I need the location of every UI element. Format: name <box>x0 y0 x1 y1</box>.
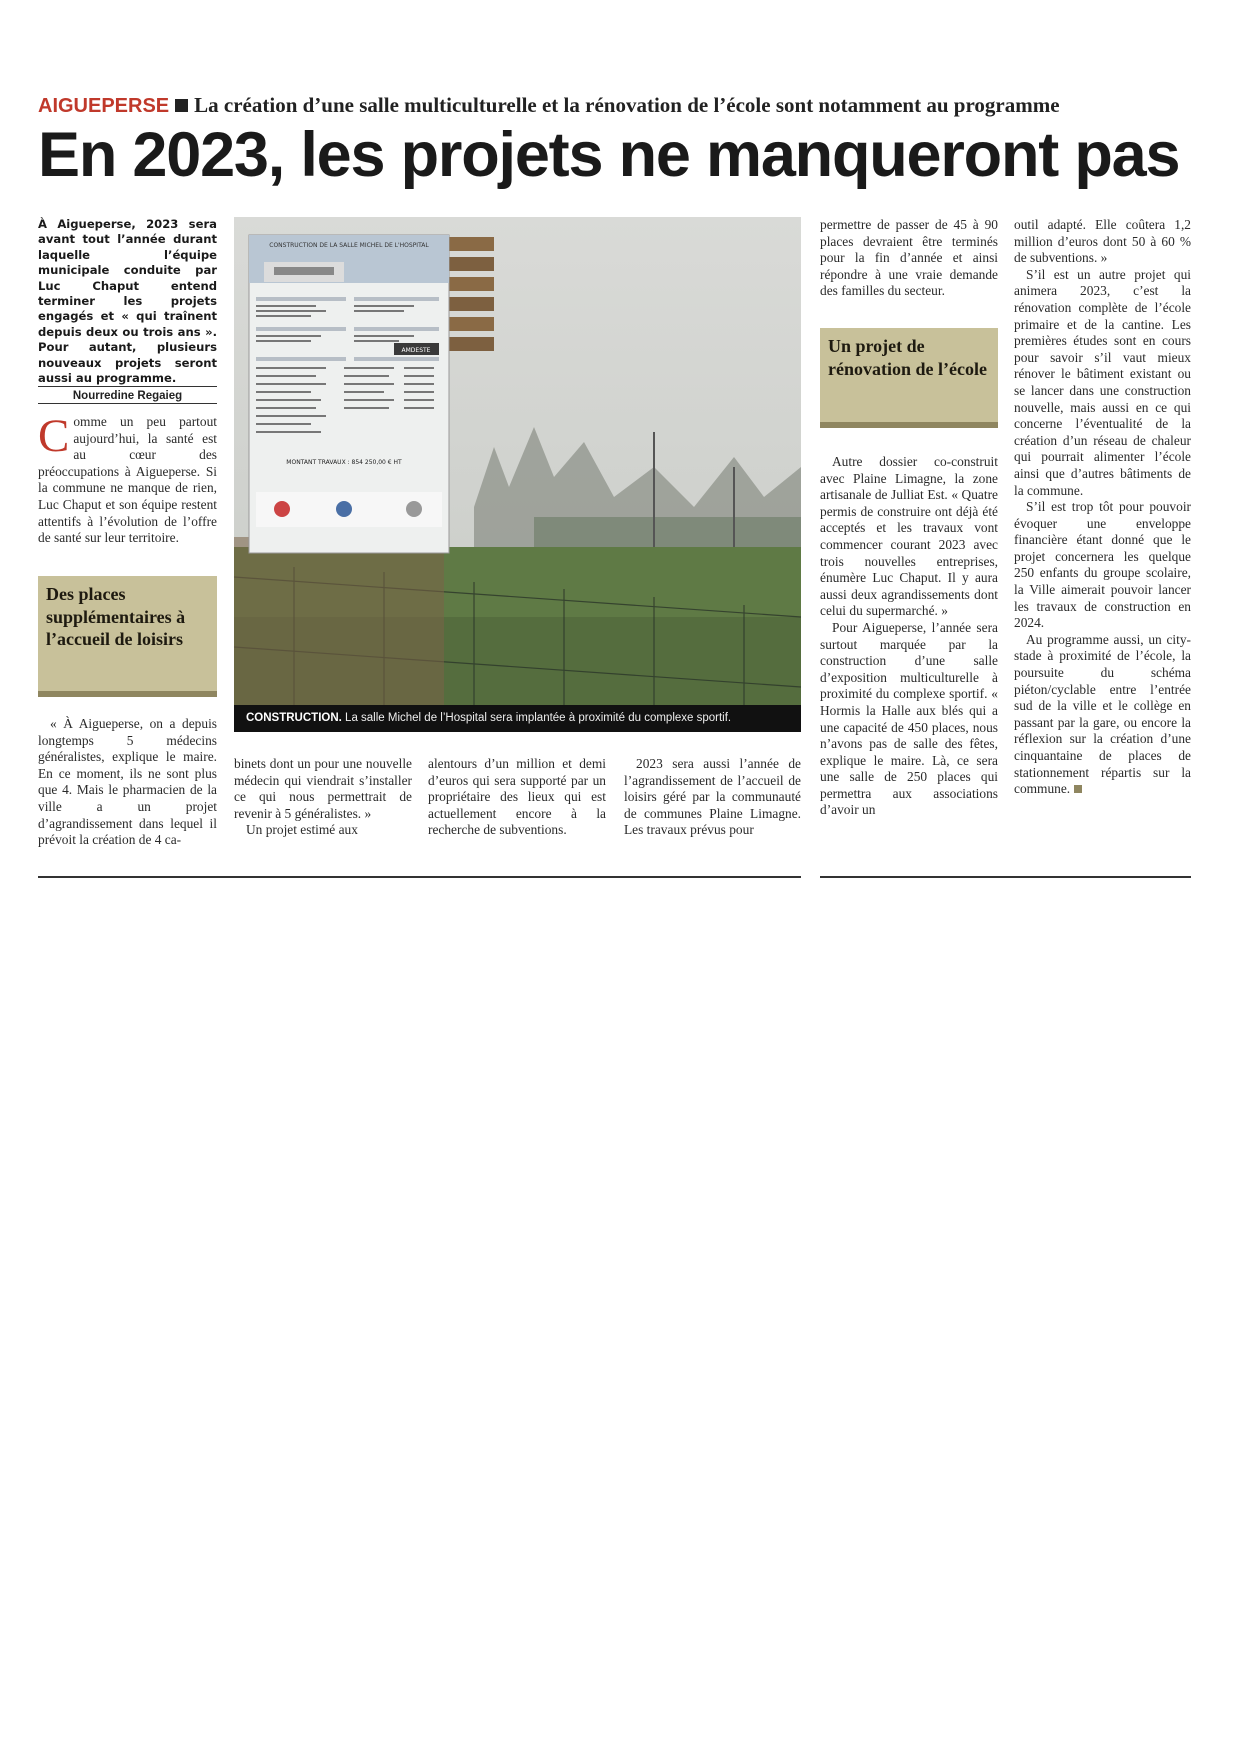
column-2-body <box>234 756 412 839</box>
column-4-top-body: permettre de passer de 45 à 90 places devraient être terminés pour la fin d’année et ainsi répondre à une vraie demande des familles du secteur. <box>820 217 998 299</box>
column-4-bottom-body: 2023 sera aussi l’année de l’agrandissement de l’accueil de loisirs géré par la communauté de communes Plaine Limagne. Les travaux prévus pour <box>624 756 801 838</box>
kicker-text: La création d’une salle multiculturelle et la rénovation de l’école sont notamment au programme <box>194 93 1060 117</box>
photo-illustration <box>234 217 801 732</box>
column-2-paragraph-1: binets dont un pour une nouvelle médecin qui viendrait s’installer ce qui nous permettrait de revenir à 5 généralistes. » <box>234 756 412 821</box>
author-byline: Nourredine Regaieg <box>38 386 217 404</box>
column-5-paragraph-3: S’il est trop tôt pour pouvoir évoquer une enveloppe financière étant donné que le projet concernera les quelque 250 enfants du groupe scolaire, la Ville aimerait pouvoir lancer les travaux de construction en 2024. <box>1014 499 1191 631</box>
end-square-icon <box>1074 785 1082 793</box>
caption-label: CONSTRUCTION. <box>246 712 342 724</box>
column-4-paragraph-3: Pour Aigueperse, l’année sera surtout marquée par la construction d’une salle d’exposition multiculturelle à proximité du complexe sportif. « Hormis la Halle aux blés qui a une capacité de 450 places, nous n’avons pas de salle des fêtes, explique le maire. Là, ce sera une salle de 250 places qui permettra aux associations d’avoir un <box>820 619 998 818</box>
kicker-line <box>38 92 1208 119</box>
subhead-box-bar <box>38 691 217 697</box>
column-5-paragraph-2: S’il est un autre projet qui animera 2023, c’est la rénovation complète de l’école primaire et de la cantine. Les premières études sont en cours pour savoir s’il vaut mieux rénover le bâtiment existant ou se lancer dans une construction nouvelle, mais aussi en ce qui concerne l’éventualité de la création d’un réseau de chaleur qui pourrait alimenter l’école ainsi que d’autres bâtiments de la commune. <box>1014 266 1191 498</box>
subhead-box-bar <box>820 422 998 428</box>
kicker-square-bullet <box>175 99 188 112</box>
bottom-rule-right <box>820 876 1191 878</box>
column-1-lead <box>38 410 217 547</box>
headline: En 2023, les projets ne manqueront pas <box>38 120 1180 190</box>
column-1-body: « À Aigueperse, on a depuis longtemps 5 médecins généralistes, explique le maire. En ce moment, ils ne sont plus que 4. Mais le pharmacien de la ville a un projet d’agrandissement dans lequel il prévoit la création de 4 ca- <box>38 716 217 848</box>
column-4-continued <box>820 454 998 819</box>
column-2-paragraph-2: Un projet estimé aux <box>246 822 358 838</box>
kicker-place: AIGUEPERSE <box>38 95 170 117</box>
article-photo <box>234 217 801 732</box>
column-4-paragraph-2: Autre dossier co-construit avec Plaine Limagne, la zone artisanale de Julliat Est. « Quatre permis de construire ont déjà été acceptés et les travaux vont commencer courant 2023 avec trois nouvelles entreprises, énumère Luc Chaput. Il y aura aussi deux agrandissements dont celui du supermarché. » <box>820 454 998 619</box>
column-5-body <box>1014 217 1191 798</box>
sign-title: CONSTRUCTION DE LA SALLE MICHEL DE L'HOSPITAL <box>269 242 429 249</box>
subhead-renovation-ecole: Un projet de rénovation de l’école <box>828 336 987 379</box>
chapo: À Aigueperse, 2023 sera avant tout l’année durant laquelle l’équipe municipale conduite par Luc Chaput entend terminer les projets engagés et « qui traînent depuis deux ou trois ans ». Pour autant, plusieurs nouveaux projets seront aussi au programme. <box>38 217 217 386</box>
bottom-rule-left <box>38 876 801 878</box>
column-3-body: alentours d’un million et demi d’euros qui sera supporté par un propriétaire des lieux qui est actuellement encore à la recherche de subventions. <box>428 756 606 838</box>
column-5-paragraph-1: outil adapté. Elle coûtera 1,2 million d’euros dont 50 à 60 % de subventions. » <box>1014 217 1191 266</box>
subhead-box-renovation-ecole <box>820 328 998 422</box>
sign-total: MONTANT TRAVAUX : 854 250,00 € HT <box>286 459 402 466</box>
drop-cap: C <box>38 410 70 462</box>
sign-tag: AMDESTE <box>401 347 431 354</box>
column-5-paragraph-4-text: Au programme aussi, un city-stade à proximité de l’école, la poursuite du schéma piéton/cyclable entre l’entrée sud de la ville et le collège en passant par la gare, ou encore la réflexion sur la création d’une cinquantaine de places de stationnement répartis sur la commune. <box>1014 631 1191 797</box>
lead-paragraph: omme un peu partout aujourd’hui, la santé est au cœur des préoccupations à Aigueperse. Si la commune ne manque de rien, Luc Chaput et son équipe restent attentifs à l’évolution de l’offre de santé sur leur territoire. <box>38 414 217 546</box>
column-5-paragraph-4 <box>1014 632 1191 798</box>
subhead-accueil-loisirs: Des places supplémentaires à l’accueil de loisirs <box>46 584 186 649</box>
caption-text: La salle Michel de l’Hospital sera implantée à proximité du complexe sportif. <box>345 712 732 724</box>
author-divider <box>38 403 217 404</box>
photo-caption <box>234 705 801 732</box>
subhead-box-accueil-loisirs <box>38 576 217 691</box>
